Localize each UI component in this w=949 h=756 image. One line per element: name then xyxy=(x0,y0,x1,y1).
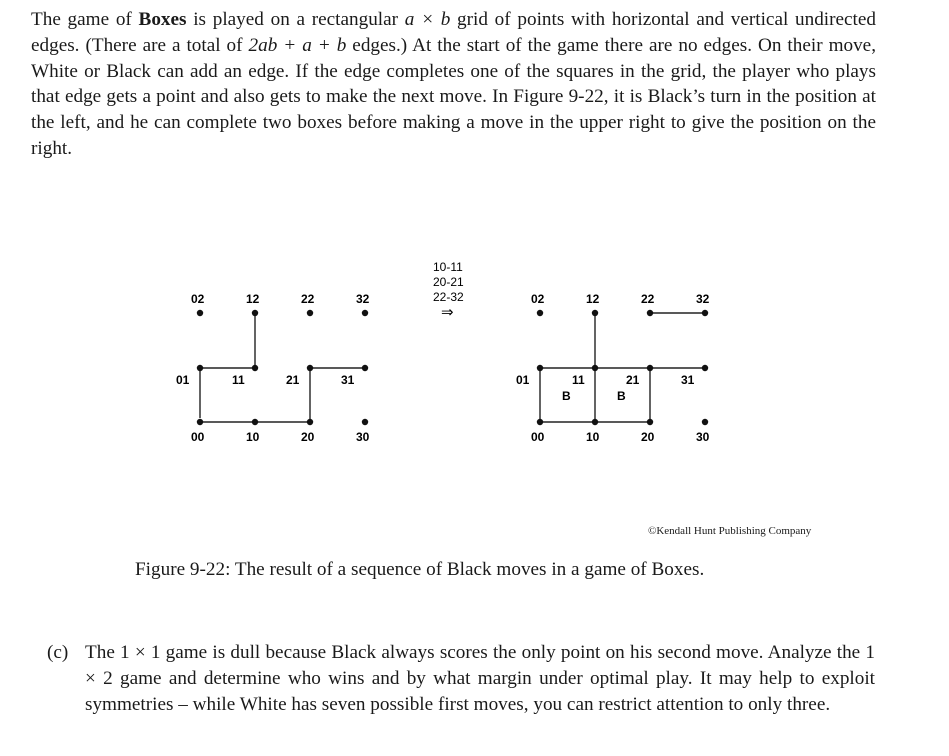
right-label-21: 21 xyxy=(626,373,640,387)
box-owner-right: B xyxy=(617,389,626,403)
right-dot-31 xyxy=(702,365,708,371)
left-dot-10 xyxy=(252,419,258,425)
arrow-icon: ⇒ xyxy=(441,304,454,321)
left-dot-20 xyxy=(307,419,313,425)
left-label-32: 32 xyxy=(356,292,370,306)
right-label-32: 32 xyxy=(696,292,710,306)
left-dot-31 xyxy=(362,365,368,371)
edge-count-math: 2ab + a + b xyxy=(248,34,347,56)
right-dot-22 xyxy=(647,310,653,316)
right-dot-00 xyxy=(537,419,543,425)
figure-9-22 xyxy=(170,255,730,455)
left-label-12: 12 xyxy=(246,292,260,306)
right-label-22: 22 xyxy=(641,292,655,306)
right-dot-12 xyxy=(592,310,598,316)
intro-paragraph xyxy=(31,7,876,162)
box-owner-left: B xyxy=(562,389,571,403)
right-label-12: 12 xyxy=(586,292,600,306)
right-label-01: 01 xyxy=(516,373,530,387)
left-label-20: 20 xyxy=(301,430,315,444)
left-label-22: 22 xyxy=(301,292,315,306)
right-board xyxy=(516,292,710,444)
left-dot-02 xyxy=(197,310,203,316)
boxes-term: Boxes xyxy=(138,9,187,30)
right-label-30: 30 xyxy=(696,430,710,444)
left-dot-11 xyxy=(252,365,258,371)
right-dot-30 xyxy=(702,419,708,425)
left-label-02: 02 xyxy=(191,292,205,306)
right-label-31: 31 xyxy=(681,373,695,387)
right-dot-20 xyxy=(647,419,653,425)
right-label-20: 20 xyxy=(641,430,655,444)
right-dot-01 xyxy=(537,365,543,371)
left-dot-00 xyxy=(197,419,203,425)
right-dot-11 xyxy=(592,365,598,371)
left-label-21: 21 xyxy=(286,373,300,387)
right-label-10: 10 xyxy=(586,430,600,444)
right-label-02: 02 xyxy=(531,292,545,306)
copyright-notice: ©Kendall Hunt Publishing Company xyxy=(648,525,812,537)
left-dot-21 xyxy=(307,365,313,371)
left-label-10: 10 xyxy=(246,430,260,444)
right-dot-32 xyxy=(702,310,708,316)
move-1: 10-11 xyxy=(433,260,463,274)
left-dot-01 xyxy=(197,365,203,371)
right-dot-10 xyxy=(592,419,598,425)
left-label-30: 30 xyxy=(356,430,370,444)
boxes-diagram xyxy=(170,255,730,455)
left-dot-32 xyxy=(362,310,368,316)
intro-text-3: grid of points with horizontal and vertical undirected edges. (There are a total of xyxy=(31,9,876,56)
left-label-11: 11 xyxy=(232,373,245,387)
left-dot-12 xyxy=(252,310,258,316)
right-label-11: 11 xyxy=(572,373,585,387)
left-label-01: 01 xyxy=(176,373,190,387)
part-c-text: The 1 × 1 game is dull because Black always scores the only point on his second move. Analyze the 1 × 2 game and determine who wins and by what margin under optimal play. It may help to exploit symmetries – while White has seven possible first moves, you can restrict attention to only three. xyxy=(85,642,875,715)
right-dot-21 xyxy=(647,365,653,371)
left-label-31: 31 xyxy=(341,373,355,387)
grid-size-math: a × b xyxy=(404,9,451,30)
move-3: 22-32 xyxy=(433,290,464,304)
left-dot-30 xyxy=(362,419,368,425)
move-2: 20-21 xyxy=(433,275,464,289)
move-sequence xyxy=(433,260,464,321)
right-dot-02 xyxy=(537,310,543,316)
intro-text-4: edges.) At the start of the game there are no edges. On their move, White or Black can add an edge. If the edge completes one of the squares in the grid, the player who plays that edge gets a point and also gets to make the next move. In Figure 9-22, it is Black’s turn in the position at the left, and he can complete two boxes before making a move in the upper right to give the position on the right. xyxy=(31,34,876,159)
intro-text-2: is played on a rectangular xyxy=(186,9,405,30)
left-dot-22 xyxy=(307,310,313,316)
left-label-00: 00 xyxy=(191,430,205,444)
part-c-marker: (c) xyxy=(47,642,69,663)
left-board xyxy=(176,292,370,444)
right-label-00: 00 xyxy=(531,430,545,444)
intro-text-1: The game of xyxy=(31,9,139,30)
figure-caption: Figure 9-22: The result of a sequence of Black moves in a game of Boxes. xyxy=(135,559,705,580)
